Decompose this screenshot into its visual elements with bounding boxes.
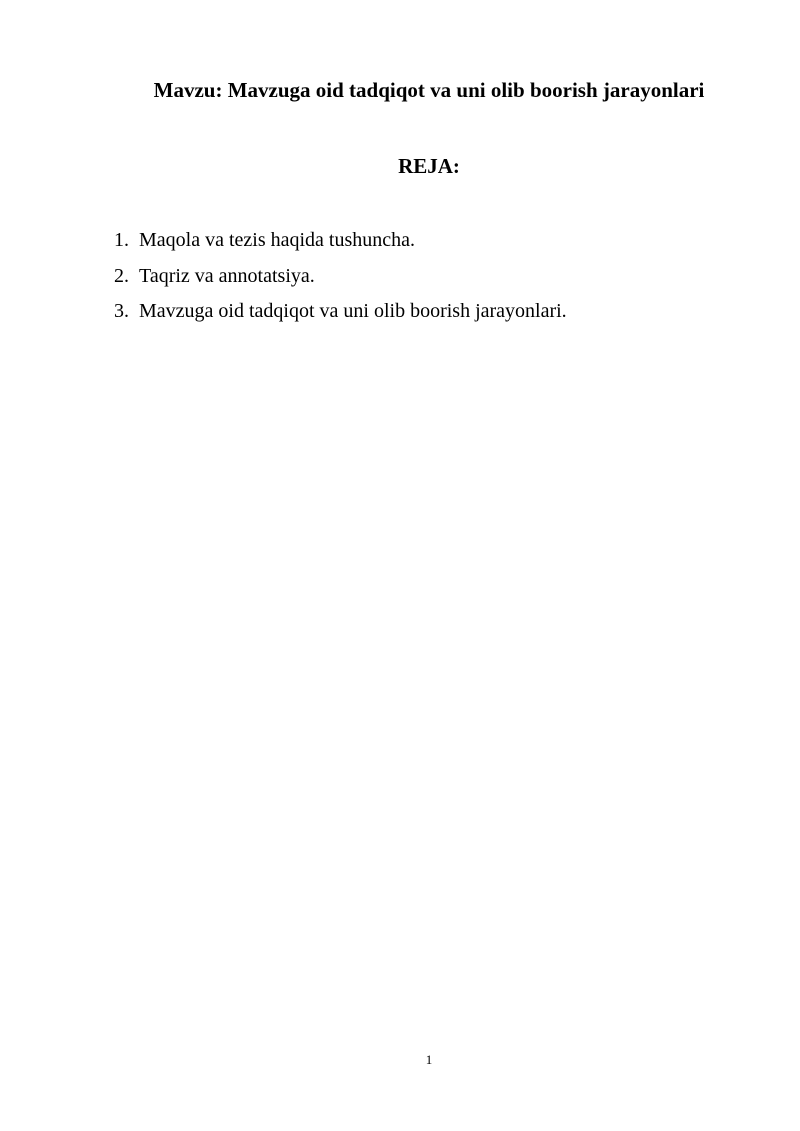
- plan-list: [114, 226, 567, 333]
- plan-item: [114, 262, 567, 290]
- plan-item-text: Taqriz va annotatsiya.: [139, 264, 315, 287]
- document-title: Mavzu: Mavzuga oid tadqiqot va uni olib boorish jarayonlari: [153, 78, 705, 102]
- plan-heading: REJA:: [398, 154, 460, 178]
- plan-item: [114, 226, 567, 254]
- page-number: 1: [425, 1052, 433, 1067]
- plan-item-number: 1.: [114, 229, 129, 251]
- plan-item-number: 3.: [114, 300, 129, 322]
- plan-item-text: Maqola va tezis haqida tushuncha.: [139, 229, 416, 251]
- plan-item-text: Mavzuga oid tadqiqot va uni olib boorish jarayonlari.: [139, 300, 567, 322]
- plan-item: [114, 297, 567, 325]
- plan-item-number: 2.: [114, 264, 129, 287]
